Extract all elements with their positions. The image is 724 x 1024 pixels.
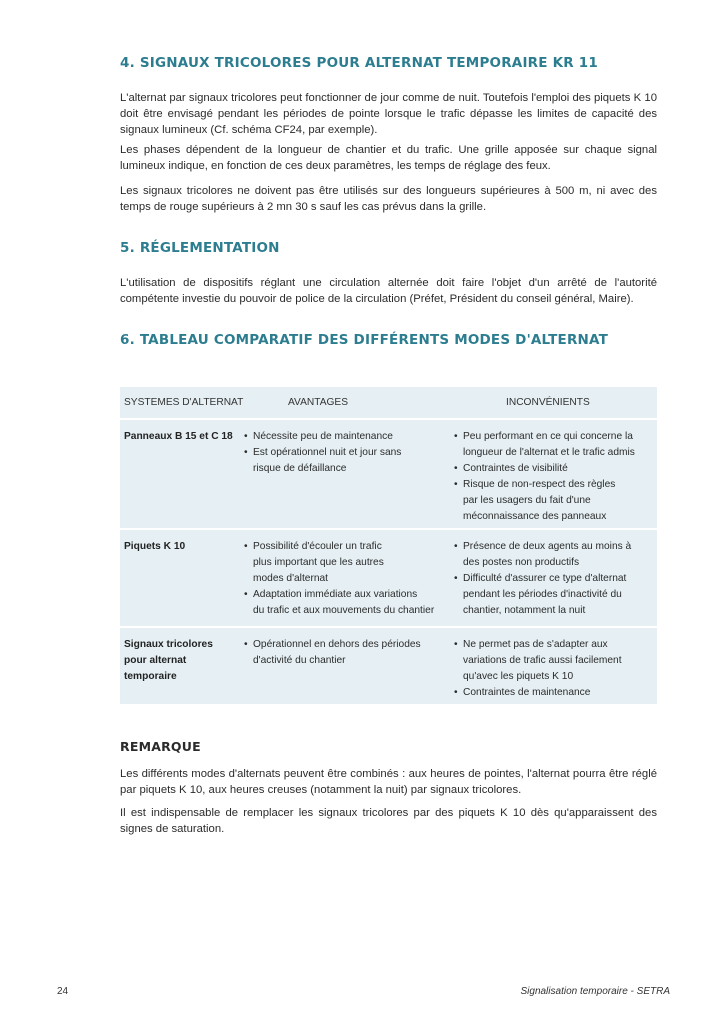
- advantage-item: [244, 603, 454, 619]
- drawback-item-text: qu'avec les piquets K 10: [463, 671, 574, 682]
- advantage-item: [244, 571, 454, 587]
- bullet-icon: •: [244, 639, 248, 650]
- advantages-cell: [244, 530, 454, 626]
- section-4-title: 4. SIGNAUX TRICOLORES POUR ALTERNAT TEMPORAIRE KR 11: [120, 55, 598, 71]
- remark-paragraph-2: Il est indispensable de remplacer les signaux tricolores par des piquets K 10 dès qu'apparaissent des signes de saturation.: [120, 807, 657, 835]
- drawback-item-text: longueur de l'alternat et le trafic admis: [463, 447, 635, 458]
- advantage-item: [244, 587, 454, 603]
- footer-source: Signalisation temporaire - SETRA: [520, 986, 670, 997]
- section-4-paragraph-2: Les phases dépendent de la longueur de chantier et du trafic. Une grille apposée sur chaque signal lumineux indique, en fonction de ces deux paramètres, les temps de réglage des feux.: [120, 144, 657, 172]
- table-row: [120, 530, 657, 628]
- drawback-item-text: Contraintes de maintenance: [463, 687, 591, 698]
- advantage-item-text: Possibilité d'écouler un trafic: [253, 541, 382, 552]
- table-row: [120, 420, 657, 530]
- drawback-item-text: chantier, notamment la nuit: [463, 605, 586, 616]
- advantages-cell: [244, 420, 454, 528]
- drawback-item-text: variations de trafic aussi facilement: [463, 655, 622, 666]
- advantage-item-text: Adaptation immédiate aux variations: [253, 589, 418, 600]
- drawback-item: [454, 539, 657, 555]
- system-name: [120, 530, 244, 626]
- section-5-title: 5. RÉGLEMENTATION: [120, 240, 280, 256]
- advantage-item-text: risque de défaillance: [253, 463, 347, 474]
- drawback-item-text: Ne permet pas de s'adapter aux: [463, 639, 608, 650]
- advantage-item: [244, 555, 454, 571]
- drawback-item: [454, 669, 657, 685]
- advantage-item-text: Opérationnel en dehors des périodes: [253, 639, 421, 650]
- advantage-item-text: Nécessite peu de maintenance: [253, 431, 393, 442]
- advantage-item: [244, 461, 454, 477]
- remark-title: REMARQUE: [120, 739, 201, 754]
- system-name-line: temporaire: [124, 671, 177, 682]
- header-drawbacks: INCONVÉNIENTS: [506, 396, 590, 408]
- section-5-paragraph-1: L'utilisation de dispositifs réglant une circulation alternée doit faire l'objet d'un arrêté de l'autorité compétente investie du pouvoir de police de la circulation (Préfet, Président du conseil général, Maire).: [120, 277, 657, 305]
- header-systems: SYSTEMES D'ALTERNAT: [124, 396, 244, 408]
- drawback-item-text: Contraintes de visibilité: [463, 463, 568, 474]
- drawback-item-text: Risque de non-respect des règles: [463, 479, 616, 490]
- table-row: [120, 628, 657, 706]
- system-name-line: Signaux tricolores: [124, 639, 213, 650]
- advantage-item: [244, 637, 454, 653]
- drawback-item-text: méconnaissance des panneaux: [463, 511, 607, 522]
- drawback-item: [454, 685, 657, 701]
- section-6-title: 6. TABLEAU COMPARATIF DES DIFFÉRENTS MODES D'ALTERNAT: [120, 332, 609, 348]
- drawback-item-text: Peu performant en ce qui concerne la: [463, 431, 633, 442]
- remark-paragraph-1: Les différents modes d'alternats peuvent être combinés : aux heures de pointes, l'alternat pourra être réglé par piquets K 10, aux heures creuses (notamment la nuit) par signaux tricolores.: [120, 768, 657, 796]
- drawback-item: [454, 429, 657, 445]
- bullet-icon: •: [454, 687, 458, 698]
- drawback-item: [454, 653, 657, 669]
- section-4-paragraph-1: L'alternat par signaux tricolores peut fonctionner de jour comme de nuit. Toutefois l'emploi des piquets K 10 doit être envisagé pendant les périodes de pointe lorsque le trafic dépasse les limites de capacité des signaux lumineux (Cf. schéma CF24, par exemple).: [120, 92, 657, 136]
- bullet-icon: •: [244, 589, 248, 600]
- table-header: [120, 387, 657, 420]
- system-name-line: Panneaux B 15 et C 18: [124, 431, 233, 442]
- advantage-item: [244, 539, 454, 555]
- drawback-item-text: par les usagers du fait d'une: [463, 495, 591, 506]
- drawback-item: [454, 509, 657, 525]
- drawbacks-cell: [454, 628, 657, 704]
- bullet-icon: •: [454, 573, 458, 584]
- advantage-item: [244, 429, 454, 445]
- drawback-item: [454, 555, 657, 571]
- advantage-item: [244, 653, 454, 669]
- page-number: 24: [57, 986, 69, 997]
- drawback-item: [454, 637, 657, 653]
- drawback-item: [454, 461, 657, 477]
- drawback-item: [454, 571, 657, 587]
- advantage-item-text: d'activité du chantier: [253, 655, 346, 666]
- drawback-item-text: des postes non productifs: [463, 557, 580, 568]
- advantages-cell: [244, 628, 454, 704]
- bullet-icon: •: [244, 447, 248, 458]
- drawback-item: [454, 445, 657, 461]
- bullet-icon: •: [454, 639, 458, 650]
- drawback-item: [454, 493, 657, 509]
- advantage-item: [244, 445, 454, 461]
- advantage-item-text: modes d'alternat: [253, 573, 328, 584]
- system-name-line: pour alternat: [124, 655, 187, 666]
- comparison-table: [120, 387, 657, 706]
- advantage-item-text: du trafic et aux mouvements du chantier: [253, 605, 435, 616]
- bullet-icon: •: [244, 431, 248, 442]
- bullet-icon: •: [244, 541, 248, 552]
- advantage-item-text: plus important que les autres: [253, 557, 384, 568]
- drawback-item-text: Difficulté d'assurer ce type d'alternat: [463, 573, 627, 584]
- drawbacks-cell: [454, 530, 657, 626]
- drawback-item: [454, 603, 657, 619]
- bullet-icon: •: [454, 479, 458, 490]
- drawback-item: [454, 587, 657, 603]
- advantage-item-text: Est opérationnel nuit et jour sans: [253, 447, 402, 458]
- header-advantages: AVANTAGES: [288, 396, 349, 408]
- bullet-icon: •: [454, 463, 458, 474]
- drawback-item-text: Présence de deux agents au moins à: [463, 541, 632, 552]
- system-name: [120, 628, 244, 704]
- section-4-paragraph-3: Les signaux tricolores ne doivent pas être utilisés sur des longueurs supérieures à 500 m, ni avec des temps de rouge supérieurs à 2 mn 30 s sauf les cas prévus dans la grille.: [120, 185, 657, 213]
- bullet-icon: •: [454, 541, 458, 552]
- system-name-line: Piquets K 10: [124, 541, 186, 552]
- drawbacks-cell: [454, 420, 657, 528]
- drawback-item-text: pendant les périodes d'inactivité du: [463, 589, 622, 600]
- system-name: [120, 420, 244, 528]
- drawback-item: [454, 477, 657, 493]
- bullet-icon: •: [454, 431, 458, 442]
